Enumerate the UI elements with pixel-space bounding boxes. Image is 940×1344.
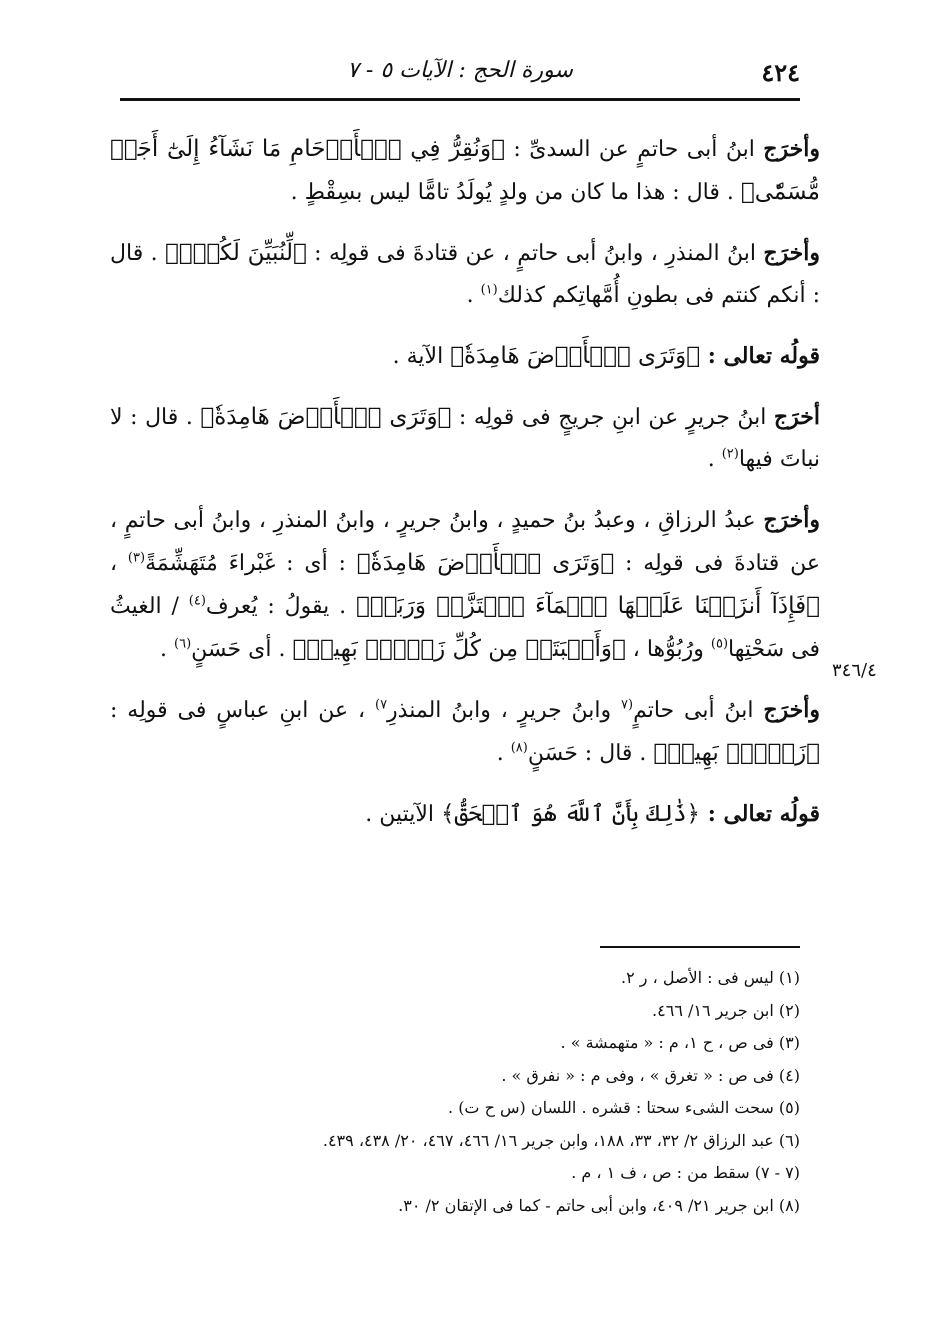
text-run: . يقولُ : يُعرف bbox=[205, 594, 356, 619]
paragraph-5 bbox=[110, 499, 820, 671]
text-run: . bbox=[160, 637, 175, 662]
footnote-8: (٨) ابن جرير ٢١/ ٤٠٩، وابن أبى حاتم - كما فى الإتقان ٢/ ٣٠. bbox=[398, 1195, 800, 1215]
footnote-5: (٥) سحت الشىء سحتا : قشره . اللسان (س ح ت) . bbox=[448, 1098, 800, 1117]
text-run: . قال : هذا ما كان من ولدٍ يُولَدُ تامًّا ليس بسِقْطٍ . bbox=[290, 180, 741, 205]
quran-quote: ﴿وَتَرَى ٱلۡأَرۡضَ هَامِدَةٗ﴾ bbox=[200, 404, 452, 430]
paragraph-7 bbox=[110, 793, 820, 836]
footnote-3: (٣) فى ص ، ح ١، م : « متهمشة » . bbox=[560, 1033, 800, 1052]
footnote-1: (١) ليس فى : الأصل ، ر ٢. bbox=[620, 968, 800, 987]
quran-quote: ﴿وَتَرَى ٱلۡأَرۡضَ هَامِدَةٗ﴾ bbox=[356, 550, 615, 576]
text-run: ابنُ أبى حاتمٍ عن السدىِّ : bbox=[504, 137, 764, 162]
quran-quote: ﴿ذَٰلِكَ بِأَنَّ ٱللَّهَ هُوَ ٱلۡحَقُّ﴾ bbox=[441, 801, 701, 827]
quran-quote: ﴿فَإِذَآ أَنزَلۡنَا عَلَيۡهَا ٱلۡمَآءَ ٱهۡتَزَّتۡ وَرَبَتۡ﴾ bbox=[355, 593, 820, 619]
margin-reference: ٣٤٦/٤ bbox=[832, 660, 877, 681]
paragraph-lead: وأخرَج bbox=[763, 240, 821, 266]
text-run: . أى حَسَنٍ bbox=[191, 637, 293, 662]
paragraph-lead: وأخرَج bbox=[763, 697, 820, 723]
text-run: ، bbox=[110, 551, 128, 576]
quran-quote: ﴿لِّنُبَيِّنَ لَكُمۡۚ﴾ bbox=[164, 240, 307, 266]
quran-quote: ﴿وَأَنۢبَتَتۡ مِن كُلِّ زَوۡجِۭ بَهِيجٖ﴾ bbox=[292, 636, 626, 662]
page-header bbox=[120, 52, 800, 96]
footnote-rule bbox=[600, 946, 800, 948]
quran-quote: ﴿وَتَرَى ٱلۡأَرۡضَ هَامِدَةٗ﴾ bbox=[450, 343, 701, 369]
footnote-7: (٧ - ٧) سقط من : ص ، ف ١ ، م . bbox=[571, 1163, 800, 1182]
verse-heading: قولُه تعالى : bbox=[700, 801, 820, 827]
footnote-marker: (٣) bbox=[127, 550, 146, 566]
footnote-marker: (٧ bbox=[621, 697, 634, 713]
footnote-marker: ٧) bbox=[374, 697, 388, 713]
text-run: ابنُ أبى حاتمٍ bbox=[633, 698, 764, 723]
paragraph-2 bbox=[110, 232, 820, 317]
text-run: الآية . bbox=[392, 344, 451, 369]
footnotes bbox=[110, 962, 800, 1222]
text-run: . bbox=[707, 447, 722, 472]
running-title: سورة الحج : الآيات ٥ - ٧ bbox=[347, 58, 573, 83]
text-run: ، عن ابنِ عباسٍ فى قولِه : bbox=[110, 698, 375, 723]
footnote-4: (٤) فى ص : « تغرق » ، وفى م : « نفرق » . bbox=[501, 1065, 800, 1085]
paragraph-lead: أخرَج bbox=[773, 404, 820, 430]
text-run: ابنُ جريرٍ عن ابنِ جريجٍ فى قولِه : bbox=[451, 405, 774, 430]
paragraph-lead: وأخرَج bbox=[763, 136, 820, 162]
paragraph-6 bbox=[110, 689, 820, 775]
text-run: : أى : غَبْراءَ مُتَهَشِّمَةً bbox=[145, 551, 357, 576]
footnote-marker: (٥) bbox=[710, 636, 729, 652]
footnote-marker: (٤) bbox=[188, 593, 206, 609]
paragraph-lead: وأخرَج bbox=[763, 507, 820, 533]
text-run: / الغيثُ فى سَحْتِها bbox=[110, 594, 820, 662]
footnote-marker: (٦) bbox=[174, 636, 192, 652]
paragraph-1 bbox=[110, 128, 820, 214]
footnote-6: (٦) عبد الرزاق ٢/ ٣٢، ٣٣، ١٨٨، وابن جرير ١٦/ ٤٦٦، ٤٦٧، ٢٠/ ٤٣٨، ٤٣٩. bbox=[322, 1130, 800, 1150]
text-run: ورُبُوُّها ، bbox=[625, 637, 711, 662]
text-run: . bbox=[466, 283, 481, 308]
paragraph-4 bbox=[110, 396, 820, 481]
paragraph-3 bbox=[110, 335, 820, 378]
text-run: وابنُ جريرٍ ، وابنُ المنذرِ bbox=[387, 698, 622, 723]
header-rule bbox=[120, 98, 800, 101]
quran-quote: ﴿وَنُقِرُّ فِي ٱلۡأَرۡحَامِ مَا نَشَآءُ إِلَىٰٓ أَجَلٖ مُّسَمّٗى﴾ bbox=[110, 136, 820, 205]
text-run: . قال : حَسَنٍ bbox=[527, 741, 654, 766]
text-run: . قال : أنكم كنتم فى بطونِ أُمَّهاتِكم كذلك bbox=[110, 241, 820, 308]
page-number: ٤٢٤ bbox=[761, 58, 800, 87]
text-run: . bbox=[496, 741, 511, 766]
text-run: الآيتين . bbox=[365, 802, 442, 827]
body-text bbox=[110, 128, 820, 854]
footnote-marker: (٨) bbox=[510, 740, 528, 756]
text-run: . قال : لا نباتَ فيها bbox=[110, 405, 820, 472]
quran-quote: ﴿زَوۡجِۭ بَهِيجٖ﴾ bbox=[653, 740, 820, 766]
text-run: ابنُ المنذرِ ، وابنُ أبى حاتمٍ ، عن قتادةَ فى قولِه : bbox=[306, 241, 764, 266]
footnote-marker: (١) bbox=[480, 282, 498, 298]
footnote-marker: (٢) bbox=[721, 446, 739, 462]
footnote-2: (٢) ابن جرير ١٦/ ٤٦٦. bbox=[652, 1000, 800, 1020]
text-run: عبدُ الرزاقِ ، وعبدُ بنُ حميدٍ ، وابنُ جريرٍ ، وابنُ المنذرِ ، وابنُ أبى حاتمٍ ، عن قتادةَ فى قولِه : bbox=[110, 508, 820, 576]
verse-heading: قولُه تعالى : bbox=[700, 343, 820, 369]
